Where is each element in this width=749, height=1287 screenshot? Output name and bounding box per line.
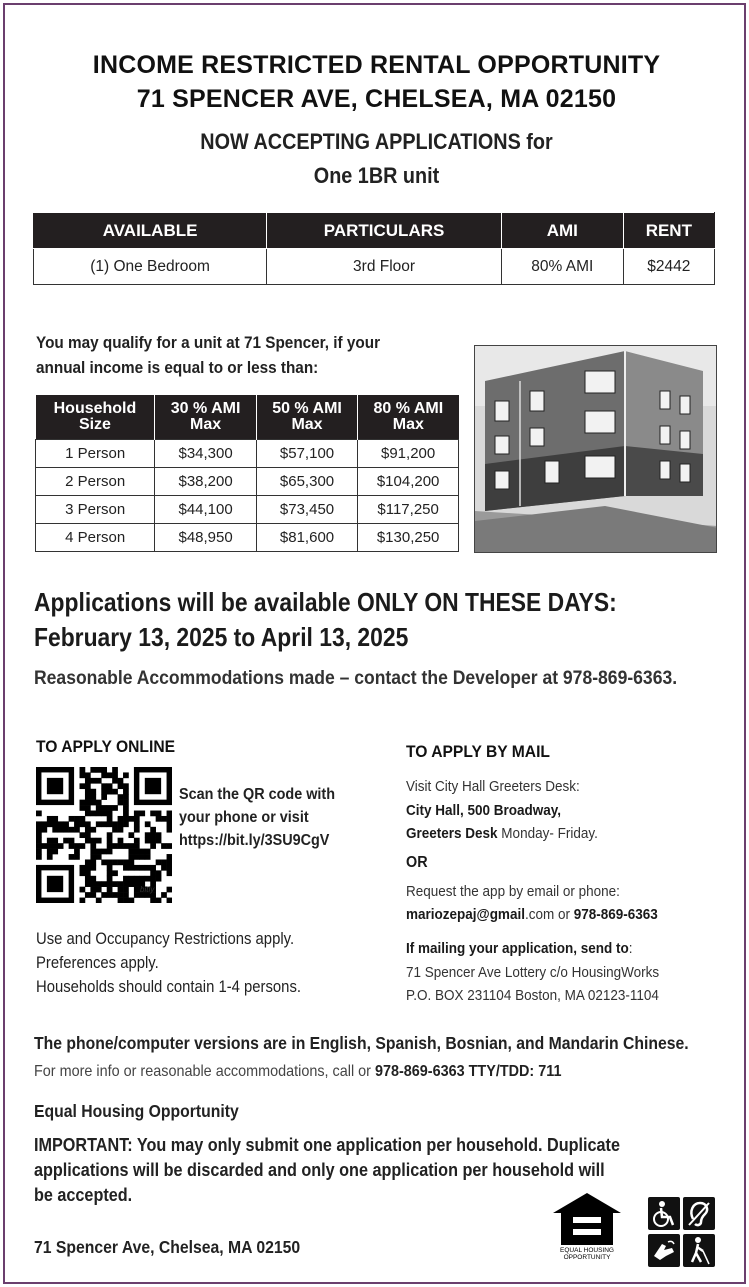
mail-visit: Visit City Hall Greeters Desk: (406, 778, 580, 795)
mail-desk-rest: Monday- Friday. (497, 825, 598, 842)
cell-50: $81,600 (256, 523, 357, 551)
cell-50: $73,450 (256, 495, 357, 523)
header-50-ami (256, 395, 357, 439)
mail-address-text: City Hall, 500 Broadway, (406, 802, 562, 819)
mail-send-line-2: P.O. BOX 231104 Boston, MA 02123-1104 (406, 987, 659, 1004)
cell-50: $57,100 (256, 439, 357, 467)
building-photo (474, 345, 717, 553)
dates-line-1: Applications will be available ONLY ON THESE DAYS: (34, 587, 617, 617)
restrictions-line-3: Households should contain 1-4 persons. (36, 978, 302, 996)
more-info-text (34, 1063, 561, 1081)
building-illustration (475, 346, 717, 553)
mail-request: Request the app by email or phone: (406, 883, 620, 900)
mail-send-bold: If mailing your application, send to (406, 940, 629, 957)
qr-brand: bitly (140, 885, 155, 894)
mail-desk (406, 823, 598, 845)
restrictions-text (36, 927, 301, 999)
cell-size: 3 Person (36, 495, 155, 523)
qualify-line-1: You may qualify for a unit at 71 Spencer, if your (36, 333, 381, 352)
mail-contact (406, 904, 658, 926)
mail-email-rest: .com or (524, 906, 574, 923)
header-80-ami (358, 395, 459, 439)
wheelchair-icon (648, 1197, 680, 1230)
table-row (36, 439, 459, 467)
apply-link[interactable]: https://bit.ly/3SU9CgV (179, 832, 330, 849)
cell-ami: 80% AMI (501, 249, 623, 285)
eho-logo-text: EQUAL HOUSING OPPORTUNITY (560, 1247, 614, 1261)
accommodations-text: Reasonable Accommodations made – contact the Developer at 978-869-6363. (34, 667, 678, 689)
header-available: AVAILABLE (34, 213, 267, 249)
scan-line-1: Scan the QR code with (179, 786, 336, 803)
header-l2: Max (190, 415, 222, 433)
header-l1: 80 % AMI (373, 399, 444, 417)
mail-send-line-1: 71 Spencer Ave Lottery c/o HousingWorks (406, 964, 660, 981)
title-line-2: 71 SPENCER AVE, CHELSEA, MA 02150 (136, 85, 617, 113)
table-row (36, 467, 459, 495)
important-line-3: be accepted. (34, 1185, 133, 1205)
header-l1: 30 % AMI (170, 399, 241, 417)
accessibility-icons (648, 1197, 715, 1267)
cell-30: $38,200 (155, 467, 256, 495)
more-info-phone[interactable]: 978-869-6363 TTY/TDD: 711 (374, 1063, 562, 1080)
mail-desk-bold: Greeters Desk (406, 825, 498, 842)
hearing-icon (683, 1197, 715, 1230)
cell-size: 1 Person (36, 439, 155, 467)
cell-80: $117,250 (358, 495, 459, 523)
cell-available: (1) One Bedroom (34, 249, 267, 285)
cell-particulars: 3rd Floor (267, 249, 502, 285)
eho-text: Equal Housing Opportunity (34, 1101, 239, 1121)
cell-80: $91,200 (358, 439, 459, 467)
table-row (36, 523, 459, 551)
cell-30: $44,100 (155, 495, 256, 523)
important-line-1: IMPORTANT: You may only submit one application per household. Duplicate (34, 1135, 620, 1155)
footer-address: 71 Spencer Ave, Chelsea, MA 02150 (34, 1237, 301, 1257)
unit-table (33, 212, 715, 285)
apply-mail-heading: TO APPLY BY MAIL (406, 742, 550, 761)
title-line-1: INCOME RESTRICTED RENTAL OPPORTUNITY (92, 51, 661, 79)
equal-housing-icon (551, 1191, 623, 1267)
restrictions-line-2: Preferences apply. (36, 954, 159, 972)
header-rent: RENT (623, 213, 714, 249)
unit-table-header (34, 213, 715, 249)
important-notice (34, 1133, 620, 1208)
apply-online-heading: TO APPLY ONLINE (36, 737, 176, 756)
income-table-header (36, 395, 459, 439)
qualify-line-2: annual income is equal to or less than: (36, 358, 319, 377)
scan-instructions (179, 783, 335, 852)
important-line-2: applications will be discarded and only one application per household will (34, 1160, 605, 1180)
cell-80: $104,200 (358, 467, 459, 495)
dates-line-2: February 13, 2025 to April 13, 2025 (34, 622, 409, 652)
mail-address (406, 800, 561, 822)
phone-link[interactable]: 978-869-6363 (573, 906, 658, 923)
sign-language-icon (648, 1234, 680, 1267)
header-l1: 50 % AMI (272, 399, 342, 417)
mail-or (406, 852, 428, 874)
table-row (36, 495, 459, 523)
header-household-size (36, 395, 155, 439)
header-particulars: PARTICULARS (267, 213, 502, 249)
cell-rent: $2442 (623, 249, 714, 285)
restrictions-line-1: Use and Occupancy Restrictions apply. (36, 930, 295, 948)
scan-line-2: your phone or visit (179, 809, 309, 826)
subtitle-line-1: NOW ACCEPTING APPLICATIONS for (200, 129, 553, 154)
flyer (3, 3, 746, 1284)
table-row (34, 249, 715, 285)
header-ami: AMI (501, 213, 623, 249)
header-l1: Household (53, 399, 137, 417)
header-l2: Size (78, 415, 111, 433)
header-l2: Max (291, 415, 323, 433)
qr-code[interactable] (36, 767, 172, 903)
income-table (35, 395, 459, 552)
mail-or-text: OR (406, 854, 428, 871)
subtitle-line-2: One 1BR unit (313, 163, 440, 188)
languages-text: The phone/computer versions are in English, Spanish, Bosnian, and Mandarin Chinese. (34, 1033, 689, 1053)
cell-80: $130,250 (358, 523, 459, 551)
blind-icon (683, 1234, 715, 1267)
header-30-ami (155, 395, 256, 439)
mail-send-rest: : (628, 940, 633, 957)
cell-50: $65,300 (256, 467, 357, 495)
cell-size: 2 Person (36, 467, 155, 495)
mail-send (406, 938, 633, 960)
qualify-text (36, 330, 456, 380)
cell-size: 4 Person (36, 523, 155, 551)
header-l2: Max (392, 415, 424, 433)
more-info-rest: For more info or reasonable accommodations, call or (34, 1063, 375, 1080)
qr-code-icon (36, 767, 172, 903)
cell-30: $48,950 (155, 523, 256, 551)
cell-30: $34,300 (155, 439, 256, 467)
email-link[interactable]: mariozepaj@gmail (406, 906, 525, 923)
